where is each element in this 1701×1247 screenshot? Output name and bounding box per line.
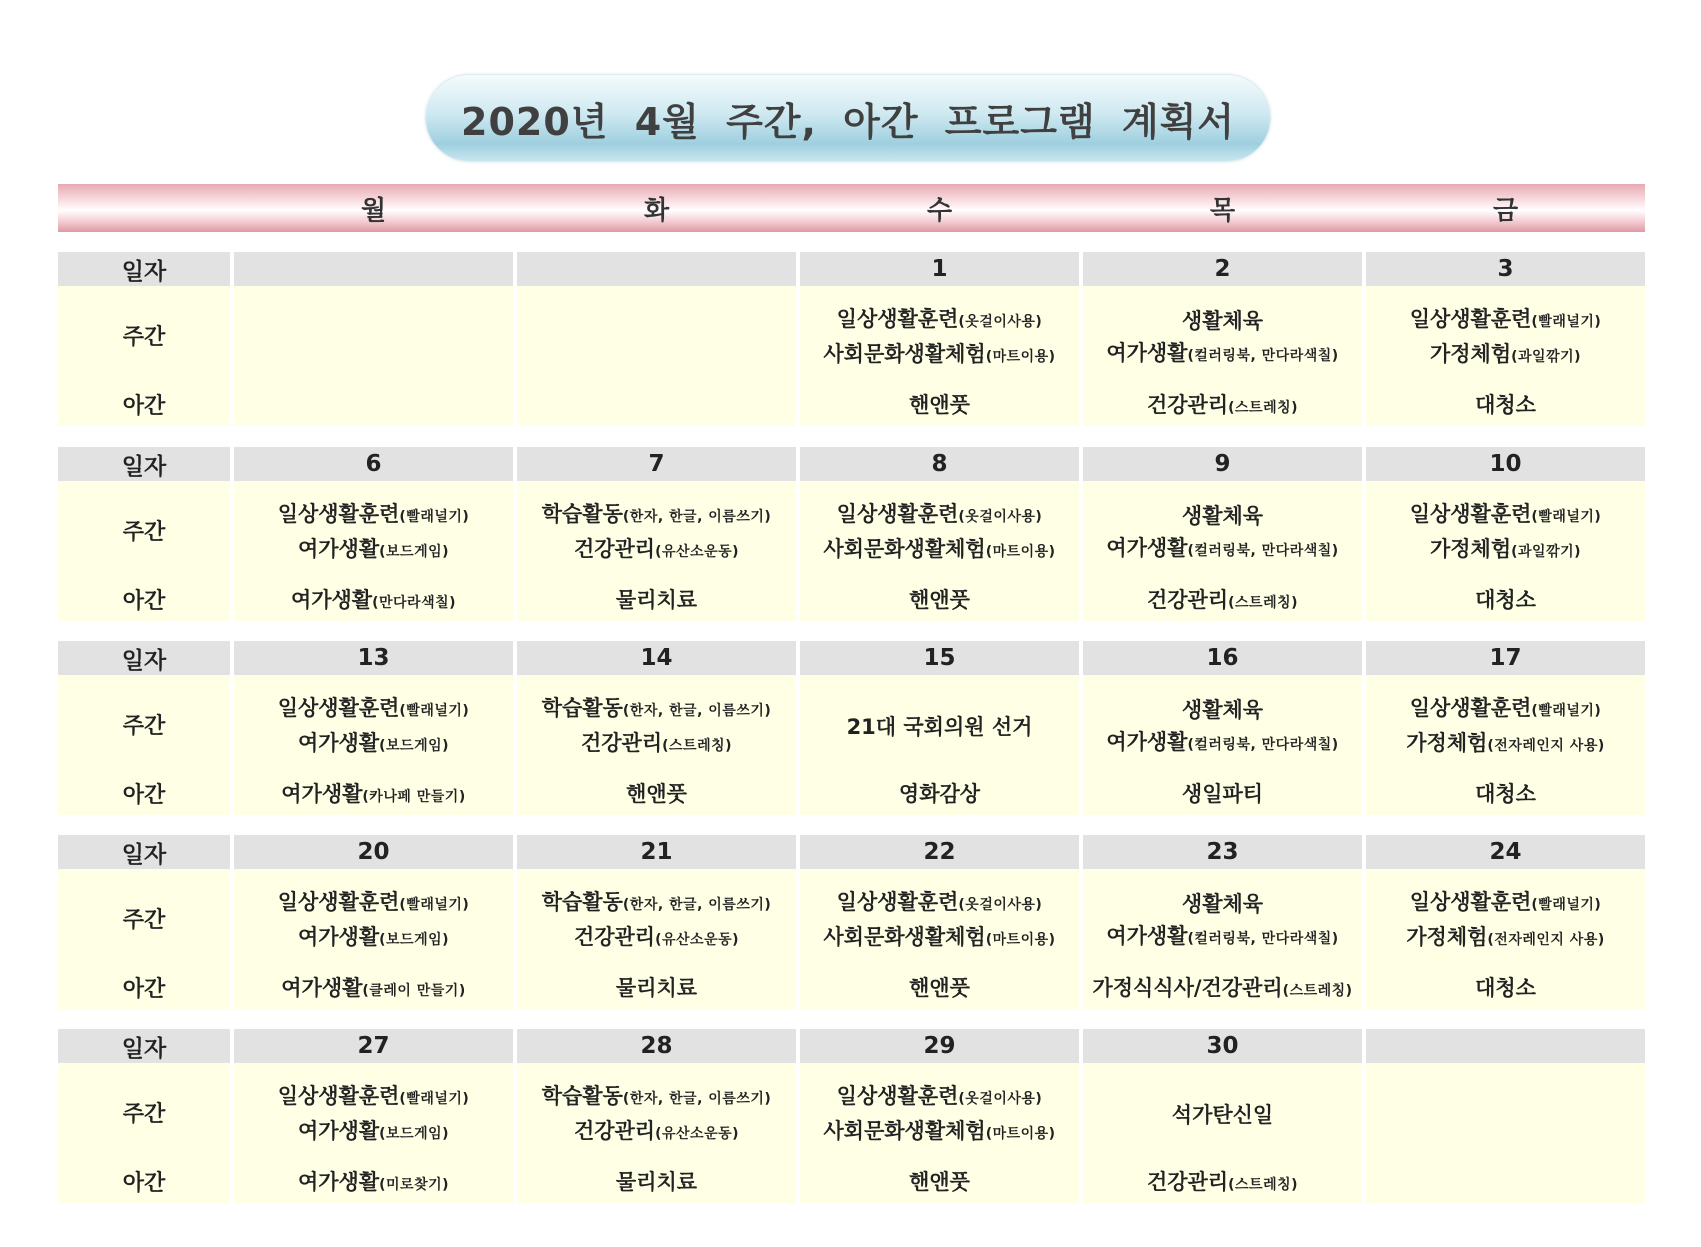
program-name: 여가생활 — [297, 731, 380, 755]
program-cell-fri — [1366, 1063, 1645, 1203]
week-block — [58, 447, 1645, 621]
night-program — [1083, 583, 1362, 617]
program-cell-mon — [234, 481, 513, 621]
night-program — [800, 971, 1079, 1005]
night-label: 아간 — [122, 1171, 166, 1196]
day-program — [1083, 1069, 1362, 1161]
day-program — [1083, 681, 1362, 773]
week-block — [58, 252, 1645, 426]
date-label: 일자 — [58, 252, 230, 286]
program-cell-tue — [517, 675, 796, 815]
program-detail: (빨래널기) — [1531, 897, 1602, 913]
night-program — [517, 777, 796, 811]
program-cell-tue — [517, 1063, 796, 1203]
day-program-line — [542, 498, 772, 533]
program-name: 일상생활훈련 — [1409, 502, 1532, 526]
day-program-line — [1106, 920, 1338, 955]
date-cell-tue: 21 — [517, 835, 796, 869]
date-cell-thu: 30 — [1083, 1029, 1362, 1063]
date-cell-wed: 22 — [800, 835, 1079, 869]
date-label: 일자 — [58, 835, 230, 869]
program-detail: (컬러링북, 만다라색칠) — [1187, 930, 1339, 947]
program-detail: (미로찾기) — [379, 1177, 450, 1193]
program-cell-fri — [1366, 286, 1645, 426]
program-detail: (전자레인지 사용) — [1487, 738, 1605, 754]
night-program — [1083, 388, 1362, 422]
program-name: 핸앤풋 — [909, 588, 970, 612]
program-cell-fri — [1366, 869, 1645, 1009]
program-name: 가정식식사/건강관리 — [1092, 976, 1283, 1000]
day-program-line — [837, 886, 1043, 921]
program-cell-thu — [1083, 1063, 1362, 1203]
program-detail: (빨래널기) — [399, 1091, 470, 1107]
program-name: 생활체육 — [1181, 503, 1264, 528]
program-name: 물리치료 — [615, 976, 698, 1000]
night-program — [1083, 777, 1362, 811]
program-name: 생활체육 — [1181, 308, 1264, 333]
program-name: 일상생활훈련 — [1409, 307, 1532, 331]
day-program — [1366, 681, 1645, 773]
program-name: 여가생활 — [297, 537, 380, 561]
program-name: 핸앤풋 — [909, 1170, 970, 1194]
night-label: 아간 — [122, 783, 166, 808]
program-name: 학습활동 — [541, 890, 623, 914]
program-row — [58, 675, 1645, 815]
night-program — [1083, 1165, 1362, 1199]
program-detail: (스트레칭) — [1228, 595, 1299, 611]
date-cell-thu: 2 — [1083, 252, 1362, 286]
date-cell-wed: 29 — [800, 1029, 1079, 1063]
program-cell-mon — [234, 869, 513, 1009]
day-program-line — [278, 498, 470, 533]
day-program-line — [823, 338, 1055, 373]
page-title: 2020년 4월 주간, 아간 프로그램 계획서 — [461, 99, 1235, 144]
day-label: 주간 — [122, 325, 166, 350]
day-program-line — [1430, 338, 1581, 373]
day-program — [234, 292, 513, 384]
program-name: 일상생활훈련 — [1409, 696, 1532, 720]
day-program — [800, 681, 1079, 773]
day-label: 주간 — [122, 908, 166, 933]
day-program-line — [278, 1080, 470, 1115]
date-cell-fri: 10 — [1366, 447, 1645, 481]
day-program-line — [847, 711, 1033, 743]
day-program — [800, 487, 1079, 579]
day-program-line — [278, 886, 470, 921]
program-name: 건강관리 — [573, 537, 656, 561]
program-detail: (과일깎기) — [1511, 544, 1582, 560]
day-program — [234, 1069, 513, 1161]
day-program-line — [1430, 533, 1581, 568]
day-program-line — [298, 727, 449, 762]
night-label: 아간 — [122, 394, 166, 419]
program-name: 가정체험 — [1429, 342, 1512, 366]
program-name: 일상생활훈련 — [277, 502, 400, 526]
program-name: 일상생활훈련 — [277, 1084, 400, 1108]
date-cell-fri: 17 — [1366, 641, 1645, 675]
program-detail: (한자, 한글, 이름쓰기) — [622, 897, 772, 913]
program-detail: (옷걸이사용) — [958, 897, 1043, 913]
day-program — [1083, 487, 1362, 579]
day-program-line — [542, 692, 772, 727]
program-cell-mon — [234, 1063, 513, 1203]
program-detail: (한자, 한글, 이름쓰기) — [622, 1091, 772, 1107]
day-program-line — [837, 303, 1043, 338]
program-row — [58, 869, 1645, 1009]
program-detail: (한자, 한글, 이름쓰기) — [622, 509, 772, 525]
date-cell-fri: 3 — [1366, 252, 1645, 286]
program-detail: (보드게임) — [379, 738, 450, 754]
program-detail: (스트레칭) — [1228, 1177, 1299, 1193]
program-detail: (컬러링북, 만다라색칠) — [1187, 736, 1339, 753]
program-detail: (카나페 만들기) — [362, 789, 466, 805]
program-name: 대청소 — [1475, 976, 1536, 1000]
program-cell-tue — [517, 481, 796, 621]
program-name: 학습활동 — [541, 696, 623, 720]
program-cell-wed — [800, 481, 1079, 621]
night-program — [517, 583, 796, 617]
night-program — [1366, 777, 1645, 811]
day-program-line — [837, 1080, 1043, 1115]
program-detail: (전자레인지 사용) — [1487, 932, 1605, 948]
program-name: 건강관리 — [1146, 393, 1229, 417]
day-program-line — [1182, 694, 1263, 726]
program-detail: (한자, 한글, 이름쓰기) — [622, 703, 772, 719]
program-detail: (빨래널기) — [399, 509, 470, 525]
date-cell-thu: 16 — [1083, 641, 1362, 675]
day-program-line — [1106, 337, 1338, 372]
program-name: 일상생활훈련 — [836, 890, 959, 914]
program-detail: (유산소운동) — [655, 932, 740, 948]
program-name: 여가생활 — [1106, 729, 1188, 754]
day-label: 주간 — [122, 520, 166, 545]
program-name: 일상생활훈련 — [836, 502, 959, 526]
day-program-line — [823, 1115, 1055, 1150]
day-program — [234, 875, 513, 967]
program-row — [58, 1063, 1645, 1203]
program-cell-wed — [800, 869, 1079, 1009]
program-detail: (컬러링북, 만다라색칠) — [1187, 542, 1339, 559]
day-program-line — [574, 533, 739, 568]
night-program — [517, 1165, 796, 1199]
program-detail: (빨래널기) — [1531, 703, 1602, 719]
day-program-line — [1406, 921, 1605, 956]
program-detail: (스트레칭) — [1282, 983, 1353, 999]
program-row — [58, 286, 1645, 426]
program-detail: (빨래널기) — [1531, 509, 1602, 525]
date-label: 일자 — [58, 1029, 230, 1063]
program-name: 물리치료 — [615, 1170, 698, 1194]
date-cell-tue: 7 — [517, 447, 796, 481]
program-detail: (마트이용) — [985, 544, 1056, 560]
day-label: 주간 — [122, 714, 166, 739]
night-program — [800, 777, 1079, 811]
weekday-header-fri: 금 — [1492, 195, 1519, 226]
program-name: 건강관리 — [573, 1119, 656, 1143]
day-program — [517, 681, 796, 773]
day-program — [517, 1069, 796, 1161]
program-detail: (보드게임) — [379, 932, 450, 948]
program-name: 여가생활 — [297, 925, 380, 949]
program-detail: (옷걸이사용) — [958, 509, 1043, 525]
date-cell-mon: 13 — [234, 641, 513, 675]
program-name: 생활체육 — [1181, 697, 1264, 722]
day-program — [1083, 292, 1362, 384]
week-block — [58, 1029, 1645, 1203]
night-program — [800, 583, 1079, 617]
day-program-line — [1106, 532, 1338, 567]
night-label: 아간 — [122, 977, 166, 1002]
program-name: 일상생활훈련 — [836, 307, 959, 331]
program-detail: (유산소운동) — [655, 1126, 740, 1142]
program-detail: (보드게임) — [379, 1126, 450, 1142]
week-block — [58, 641, 1645, 815]
row-labels — [58, 1063, 230, 1203]
program-cell-fri — [1366, 481, 1645, 621]
program-detail: (빨래널기) — [1531, 314, 1602, 330]
program-name: 핸앤풋 — [909, 976, 970, 1000]
program-cell-fri — [1366, 675, 1645, 815]
program-name: 여가생활 — [1106, 340, 1188, 365]
day-program-line — [1182, 305, 1263, 337]
day-program — [1366, 1069, 1645, 1161]
date-row — [58, 447, 1645, 481]
day-program — [1366, 875, 1645, 967]
program-detail: (클레이 만들기) — [362, 983, 466, 999]
program-name: 건강관리 — [580, 731, 663, 755]
date-cell-mon: 6 — [234, 447, 513, 481]
program-name: 건강관리 — [1146, 588, 1229, 612]
date-row — [58, 1029, 1645, 1063]
title-banner — [426, 75, 1270, 161]
weekday-header-wed: 수 — [926, 195, 953, 226]
program-name: 일상생활훈련 — [277, 890, 400, 914]
program-name: 사회문화생활체험 — [823, 925, 986, 949]
day-program-line — [1182, 888, 1263, 920]
date-cell-wed: 8 — [800, 447, 1079, 481]
program-detail: (스트레칭) — [1228, 400, 1299, 416]
program-cell-tue — [517, 286, 796, 426]
day-program-line — [1410, 498, 1602, 533]
date-cell-wed: 15 — [800, 641, 1079, 675]
week-block — [58, 835, 1645, 1009]
day-program — [800, 1069, 1079, 1161]
day-program-line — [574, 1115, 739, 1150]
program-name: 사회문화생활체험 — [823, 1119, 986, 1143]
program-cell-thu — [1083, 286, 1362, 426]
program-name: 일상생활훈련 — [836, 1084, 959, 1108]
program-name: 석가탄신일 — [1171, 1103, 1274, 1127]
day-program-line — [1106, 726, 1338, 761]
day-program-line — [298, 921, 449, 956]
day-program-line — [581, 727, 732, 762]
day-program — [1366, 487, 1645, 579]
night-program — [800, 1165, 1079, 1199]
program-name: 건강관리 — [1146, 1170, 1229, 1194]
program-cell-mon — [234, 286, 513, 426]
day-program-line — [823, 921, 1055, 956]
program-name: 가정체험 — [1429, 537, 1512, 561]
row-labels — [58, 675, 230, 815]
day-program-line — [1410, 886, 1602, 921]
program-name: 여가생활 — [1106, 923, 1188, 948]
date-cell-mon: 20 — [234, 835, 513, 869]
day-program-line — [823, 533, 1055, 568]
day-label: 주간 — [122, 1102, 166, 1127]
program-detail: (스트레칭) — [662, 738, 733, 754]
program-name: 생일파티 — [1181, 782, 1264, 806]
program-cell-wed — [800, 286, 1079, 426]
night-program — [1366, 583, 1645, 617]
day-program-line — [278, 692, 470, 727]
night-program — [234, 583, 513, 617]
program-name: 생활체육 — [1181, 891, 1264, 916]
weekday-header-mon: 월 — [360, 195, 387, 226]
program-name: 일상생활훈련 — [277, 696, 400, 720]
date-label: 일자 — [58, 641, 230, 675]
date-cell-mon: 27 — [234, 1029, 513, 1063]
date-cell-thu: 23 — [1083, 835, 1362, 869]
program-name: 가정체험 — [1406, 731, 1488, 755]
day-program-line — [298, 533, 449, 568]
day-program — [234, 681, 513, 773]
date-cell-fri — [1366, 1029, 1645, 1063]
date-row — [58, 252, 1645, 286]
date-cell-mon — [234, 252, 513, 286]
night-program — [517, 971, 796, 1005]
night-program — [234, 777, 513, 811]
program-name: 대청소 — [1475, 782, 1536, 806]
program-name: 영화감상 — [898, 782, 981, 806]
day-program — [1083, 875, 1362, 967]
day-program — [1366, 292, 1645, 384]
day-program-line — [1410, 303, 1602, 338]
date-cell-thu: 9 — [1083, 447, 1362, 481]
program-name: 핸앤풋 — [909, 393, 970, 417]
program-name: 학습활동 — [541, 1084, 623, 1108]
program-cell-thu — [1083, 869, 1362, 1009]
program-name: 여가생활 — [281, 976, 363, 1000]
program-name: 여가생활 — [281, 782, 363, 806]
program-detail: (유산소운동) — [655, 544, 740, 560]
program-cell-wed — [800, 1063, 1079, 1203]
day-program — [234, 487, 513, 579]
day-program — [517, 875, 796, 967]
program-name: 대청소 — [1475, 588, 1536, 612]
date-row — [58, 641, 1645, 675]
program-detail: (마트이용) — [985, 349, 1056, 365]
row-labels — [58, 869, 230, 1009]
program-detail: (마트이용) — [985, 1126, 1056, 1142]
program-name: 사회문화생활체험 — [823, 537, 986, 561]
program-detail: (빨래널기) — [399, 703, 470, 719]
program-cell-tue — [517, 869, 796, 1009]
night-program — [800, 388, 1079, 422]
day-program-line — [574, 921, 739, 956]
day-program — [517, 292, 796, 384]
program-detail: (보드게임) — [379, 544, 450, 560]
night-program — [1366, 388, 1645, 422]
program-detail: (옷걸이사용) — [958, 314, 1043, 330]
weekday-header-thu: 목 — [1209, 195, 1236, 226]
program-name: 사회문화생활체험 — [823, 342, 986, 366]
day-program-line — [837, 498, 1043, 533]
program-name: 건강관리 — [573, 925, 656, 949]
day-program-line — [1410, 692, 1602, 727]
program-name: 21대 국회의원 선거 — [846, 715, 1033, 739]
program-name: 여가생활 — [297, 1170, 380, 1194]
night-program — [1366, 971, 1645, 1005]
program-name: 물리치료 — [615, 588, 698, 612]
program-detail: (컬러링북, 만다라색칠) — [1187, 347, 1339, 364]
program-detail: (마트이용) — [985, 932, 1056, 948]
weekday-header — [58, 184, 1645, 232]
date-cell-tue: 28 — [517, 1029, 796, 1063]
program-cell-thu — [1083, 481, 1362, 621]
row-labels — [58, 481, 230, 621]
program-name: 여가생활 — [1106, 535, 1188, 560]
day-program — [800, 292, 1079, 384]
program-name: 여가생활 — [297, 1119, 380, 1143]
day-program — [800, 875, 1079, 967]
weekday-header-tue: 화 — [643, 195, 670, 226]
day-program-line — [1406, 727, 1605, 762]
day-program-line — [298, 1115, 449, 1150]
night-program — [1083, 971, 1362, 1005]
day-program-line — [1182, 500, 1263, 532]
night-program — [234, 1165, 513, 1199]
program-name: 핸앤풋 — [626, 782, 687, 806]
day-program — [517, 487, 796, 579]
night-program — [234, 971, 513, 1005]
date-cell-fri: 24 — [1366, 835, 1645, 869]
program-cell-wed — [800, 675, 1079, 815]
date-label: 일자 — [58, 447, 230, 481]
program-name: 여가생활 — [290, 588, 373, 612]
program-row — [58, 481, 1645, 621]
date-cell-wed: 1 — [800, 252, 1079, 286]
program-name: 가정체험 — [1406, 925, 1488, 949]
program-name: 학습활동 — [541, 502, 623, 526]
date-cell-tue — [517, 252, 796, 286]
day-program-line — [542, 1080, 772, 1115]
date-row — [58, 835, 1645, 869]
program-detail: (만다라색칠) — [372, 595, 457, 611]
program-name: 일상생활훈련 — [1409, 890, 1532, 914]
program-detail: (옷걸이사용) — [958, 1091, 1043, 1107]
program-cell-thu — [1083, 675, 1362, 815]
row-labels — [58, 286, 230, 426]
program-cell-mon — [234, 675, 513, 815]
program-detail: (과일깎기) — [1511, 349, 1582, 365]
program-name: 대청소 — [1475, 393, 1536, 417]
night-label: 아간 — [122, 589, 166, 614]
day-program-line — [1172, 1099, 1273, 1131]
program-detail: (빨래널기) — [399, 897, 470, 913]
day-program-line — [542, 886, 772, 921]
date-cell-tue: 14 — [517, 641, 796, 675]
